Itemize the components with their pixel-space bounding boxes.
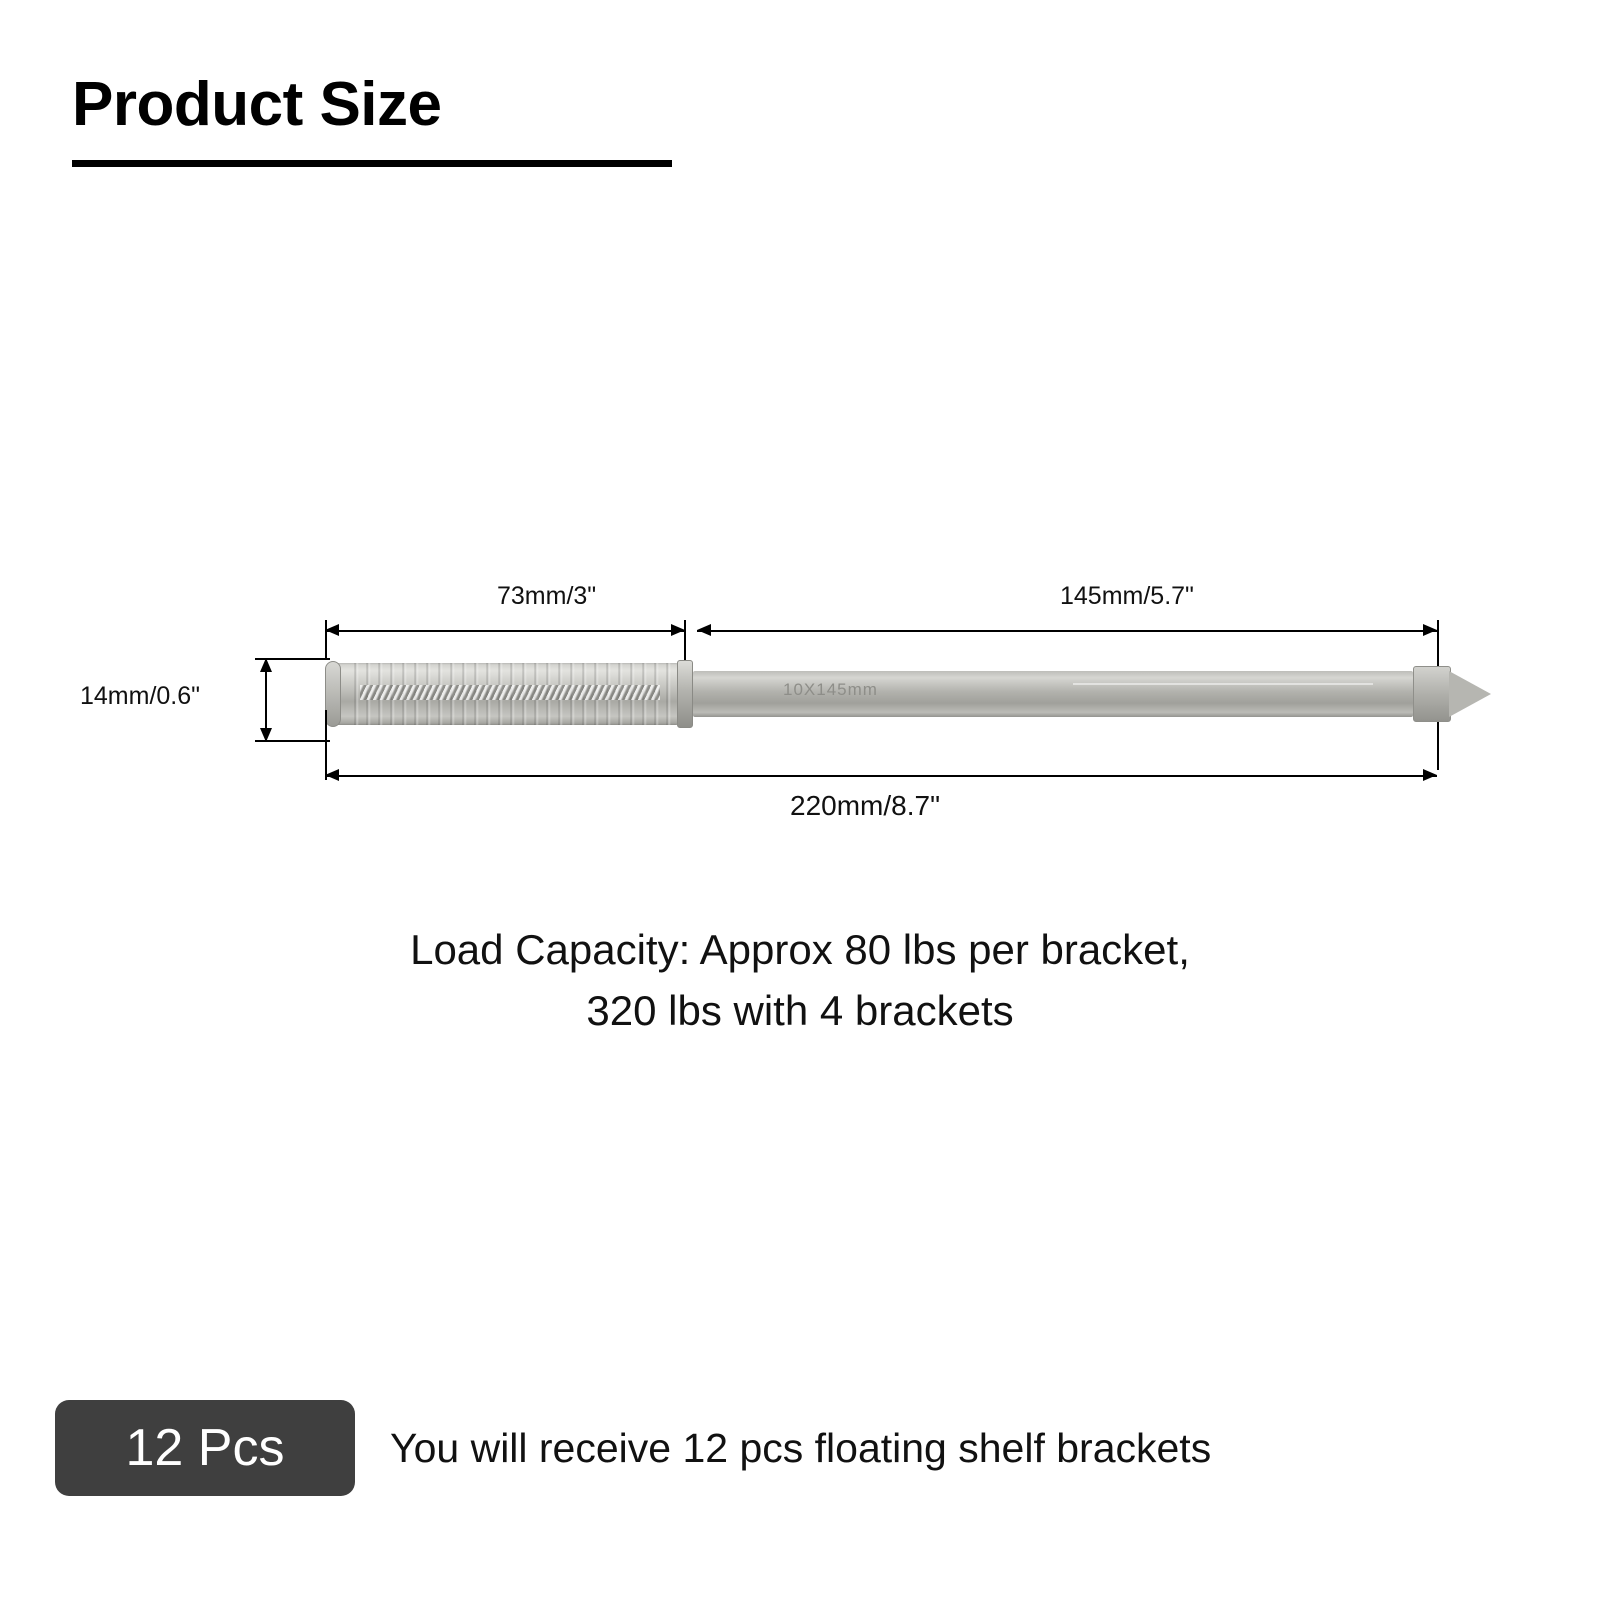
- bolt-tip-block: [1413, 666, 1451, 722]
- arrow-left-sleeve: [325, 624, 339, 636]
- part-marking-text: 10X145mm: [783, 680, 878, 699]
- sleeve-collar: [677, 660, 693, 728]
- dimension-label-total-length: 220mm/8.7": [790, 790, 941, 821]
- extension-line-sleeve-right: [684, 620, 686, 662]
- arrow-left-total: [325, 769, 339, 781]
- arrow-right-sleeve: [671, 624, 685, 636]
- dimension-line-sleeve: [325, 630, 685, 632]
- shaft-highlight: [1073, 683, 1373, 685]
- expansion-sleeve: [325, 663, 680, 725]
- load-capacity-line-2: 320 lbs with 4 brackets: [586, 986, 1014, 1034]
- anchor-bolt-illustration: [325, 660, 1445, 730]
- extension-line-sleeve-left: [325, 620, 327, 658]
- title-underline: [72, 160, 672, 167]
- product-size-diagram: [0, 560, 1600, 830]
- load-capacity-text: [0, 920, 1600, 1042]
- bolt-tip-cone: [1449, 671, 1491, 717]
- quantity-badge: 12 Pcs: [55, 1400, 355, 1496]
- dimension-label-shaft-length: 145mm/5.7": [1060, 582, 1194, 610]
- dimension-line-total: [325, 775, 1437, 777]
- dimension-label-diameter: 14mm/0.6": [80, 682, 201, 710]
- package-note: You will receive 12 pcs floating shelf brackets: [390, 1425, 1212, 1471]
- extension-line-diameter-top: [255, 658, 330, 660]
- bolt-shaft: [693, 671, 1413, 717]
- arrow-right-shaft: [1423, 624, 1437, 636]
- extension-line-diameter-bottom: [255, 740, 330, 742]
- dimension-label-sleeve-length: 73mm/3": [497, 582, 597, 610]
- page-title: Product Size: [72, 70, 442, 139]
- arrow-right-total: [1423, 769, 1437, 781]
- load-capacity-line-1: Load Capacity: Approx 80 lbs per bracket,: [410, 926, 1190, 973]
- sleeve-thread: [360, 685, 660, 700]
- dimension-line-shaft: [697, 630, 1437, 632]
- sleeve-end-cap: [325, 661, 341, 727]
- extension-line-total-left: [325, 710, 327, 780]
- arrow-left-shaft: [697, 624, 711, 636]
- arrow-up-diameter: [260, 658, 272, 672]
